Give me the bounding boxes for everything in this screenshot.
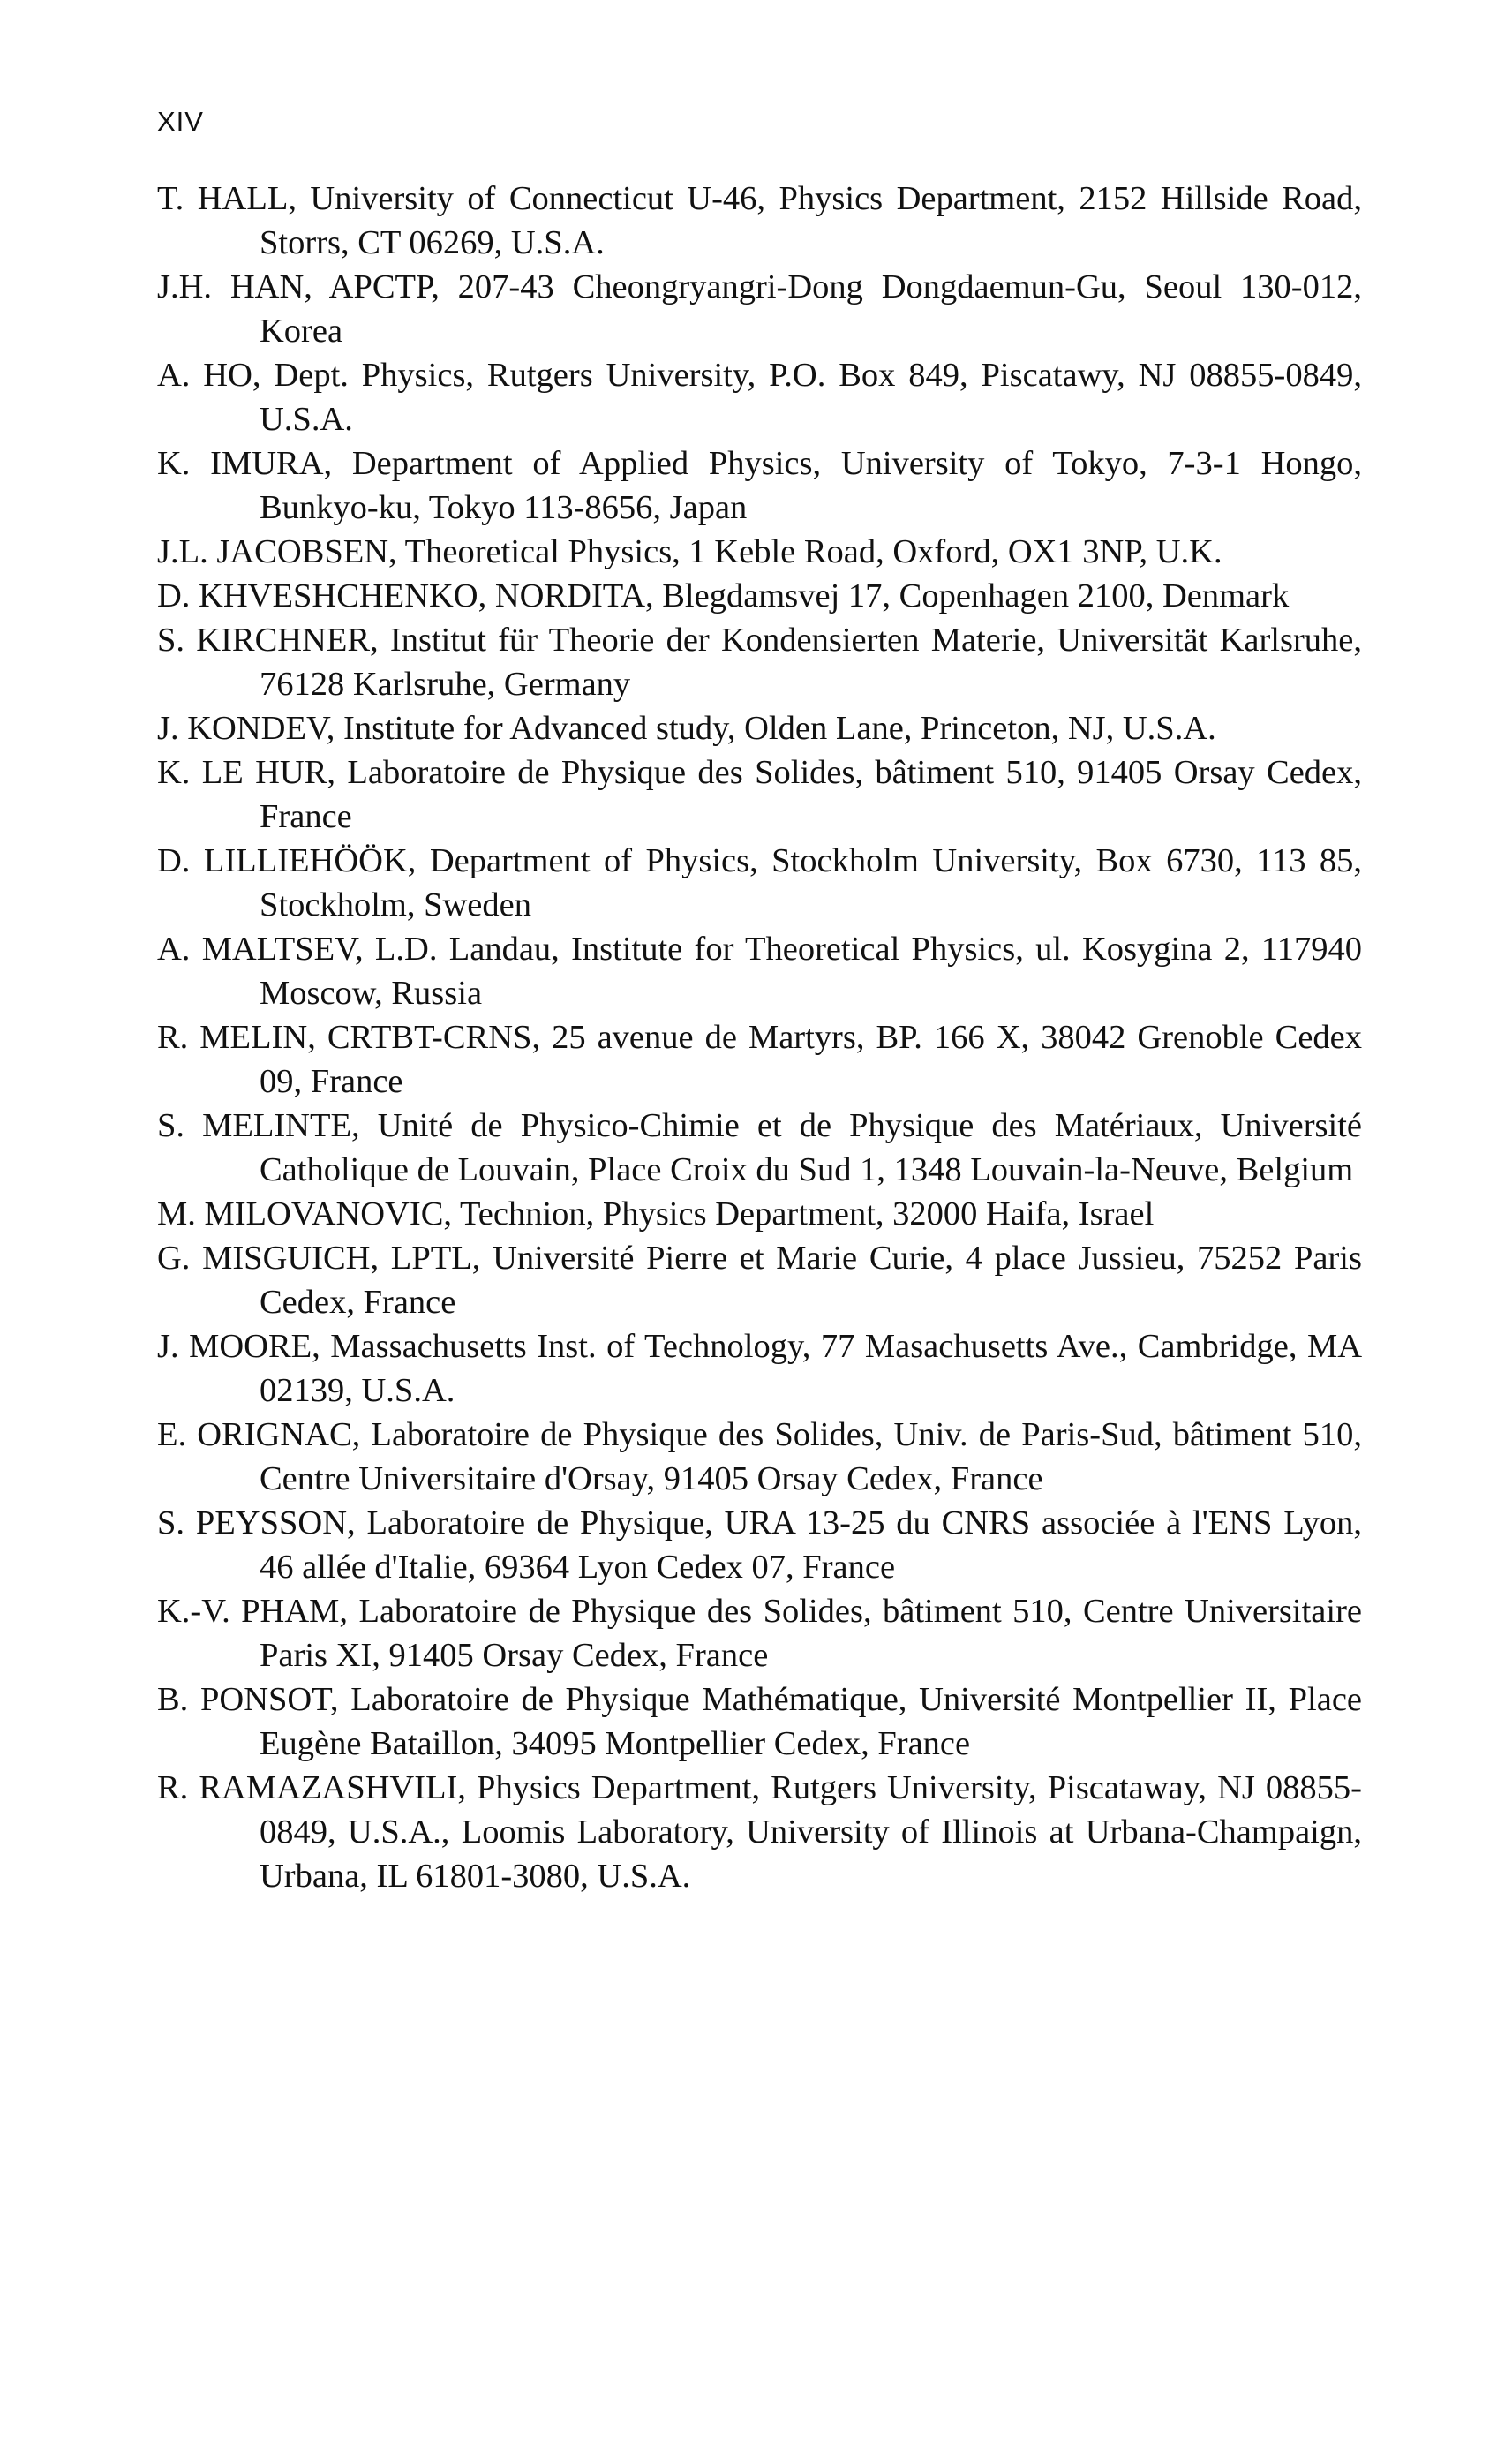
participant-entry-moore: J. MOORE, Massachusetts Inst. of Technology, 77 Masachusetts Ave., Cambridge, MA 02139, U.S.A. — [157, 1328, 1362, 1409]
participant-entry-le-hur: K. LE HUR, Laboratoire de Physique des Solides, bâtiment 510, 91405 Orsay Cedex, France — [157, 754, 1362, 835]
participant-entry-jacobsen: J.L. JACOBSEN, Theoretical Physics, 1 Keble Road, Oxford, OX1 3NP, U.K. — [157, 533, 1222, 570]
participant-entry-ho: A. HO, Dept. Physics, Rutgers University, P.O. Box 849, Piscatawy, NJ 08855-0849, U.S.A. — [157, 357, 1362, 438]
participant-list — [157, 177, 1362, 1898]
participant-entry-melin: R. MELIN, CRTBT-CRNS, 25 avenue de Martyrs, BP. 166 X, 38042 Grenoble Cedex 09, France — [157, 1019, 1362, 1100]
participant-entry-peysson: S. PEYSSON, Laboratoire de Physique, URA 13-25 du CNRS associée à l'ENS Lyon, 46 allée d'Italie, 69364 Lyon Cedex 07, France — [157, 1504, 1362, 1586]
participant-entry-khveshchenko: D. KHVESHCHENKO, NORDITA, Blegdamsvej 17, Copenhagen 2100, Denmark — [157, 577, 1290, 614]
participant-entry-han: J.H. HAN, APCTP, 207-43 Cheongryangri-Dong Dongdaemun-Gu, Seoul 130-012, Korea — [157, 268, 1362, 350]
participant-entry-milovanovic: M. MILOVANOVIC, Technion, Physics Department, 32000 Haifa, Israel — [157, 1195, 1155, 1233]
participant-entry-melinte: S. MELINTE, Unité de Physico-Chimie et de Physique des Matériaux, Université Catholique de Louvain, Place Croix du Sud 1, 1348 Louvain-la-Neuve, Belgium — [157, 1107, 1362, 1188]
participant-entry-imura: K. IMURA, Department of Applied Physics, University of Tokyo, 7-3-1 Hongo, Bunkyo-ku, Tokyo 113-8656, Japan — [157, 445, 1362, 526]
participant-entry-lilliehook: D. LILLIEHÖÖK, Department of Physics, Stockholm University, Box 6730, 113 85, Stockholm, Sweden — [157, 842, 1362, 923]
participant-entry-hall: T. HALL, University of Connecticut U-46, Physics Department, 2152 Hillside Road, Storrs, CT 06269, U.S.A. — [157, 180, 1362, 261]
participant-entry-kirchner: S. KIRCHNER, Institut für Theorie der Kondensierten Materie, Universität Karlsruhe, 76128 Karlsruhe, Germany — [157, 622, 1362, 703]
participant-entry-pham: K.-V. PHAM, Laboratoire de Physique des Solides, bâtiment 510, Centre Universitaire Paris XI, 91405 Orsay Cedex, France — [157, 1593, 1362, 1674]
participant-entry-orignac: E. ORIGNAC, Laboratoire de Physique des Solides, Univ. de Paris-Sud, bâtiment 510, Centre Universitaire d'Orsay, 91405 Orsay Cedex, France — [157, 1416, 1362, 1497]
participant-entry-ramazashvili: R. RAMAZASHVILI, Physics Department, Rutgers University, Piscataway, NJ 08855-0849, U.S.A., Loomis Laboratory, University of Illinois at Urbana-Champaign, Urbana, IL 61801-3080, U.S.A. — [157, 1769, 1362, 1895]
participant-entry-ponsot: B. PONSOT, Laboratoire de Physique Mathématique, Université Montpellier II, Place Eugène Bataillon, 34095 Montpellier Cedex, France — [157, 1681, 1362, 1762]
participant-entry-maltsev: A. MALTSEV, L.D. Landau, Institute for Theoretical Physics, ul. Kosygina 2, 117940 Moscow, Russia — [157, 931, 1362, 1012]
page-number: XIV — [157, 106, 204, 137]
participant-entry-kondev: J. KONDEV, Institute for Advanced study, Olden Lane, Princeton, NJ, U.S.A. — [157, 710, 1216, 747]
participant-entry-misguich: G. MISGUICH, LPTL, Université Pierre et Marie Curie, 4 place Jussieu, 75252 Paris Cedex, France — [157, 1240, 1362, 1321]
